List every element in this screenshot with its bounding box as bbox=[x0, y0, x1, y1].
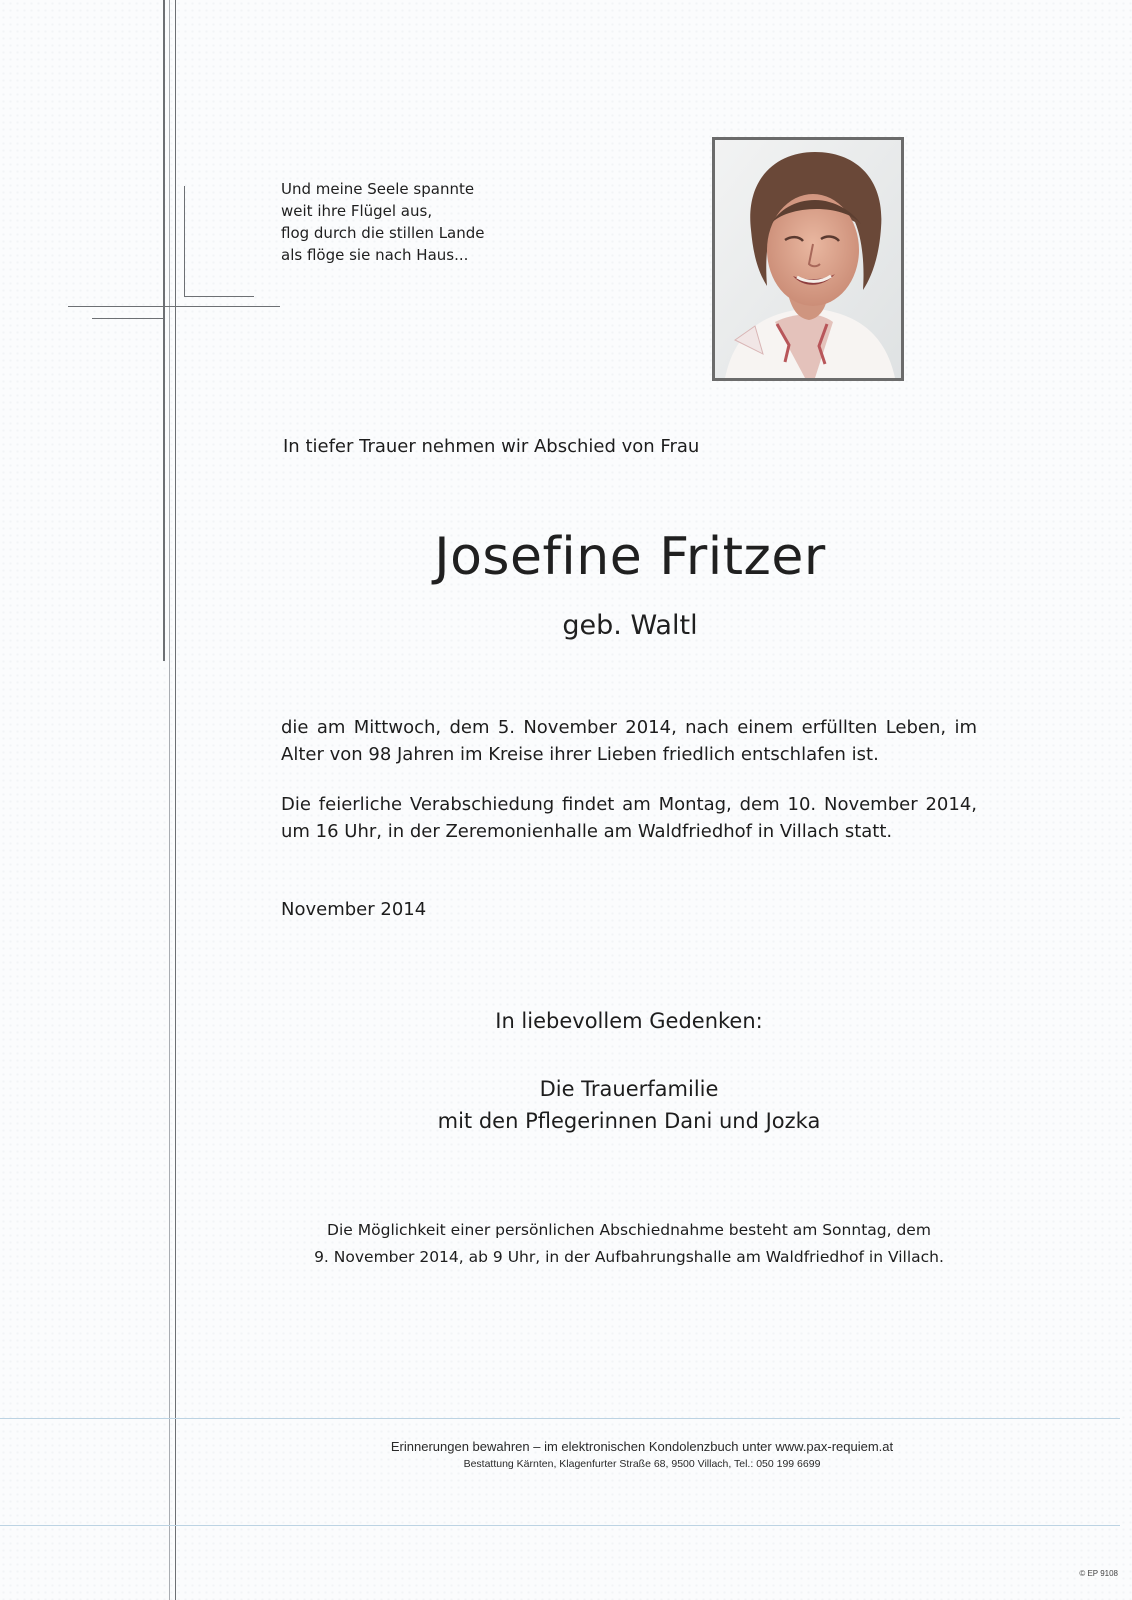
intro-text: In tiefer Trauer nehmen wir Abschied von Frau bbox=[283, 436, 700, 457]
footer-rule-bottom bbox=[0, 1525, 1120, 1526]
footer-line-address: Bestattung Kärnten, Klagenfurter Straße 68, 9500 Villach, Tel.: 050 199 6699 bbox=[463, 1458, 821, 1470]
form-code: © EP 9108 bbox=[1079, 1569, 1118, 1578]
family-line: mit den Pflegerinnen Dani und Jozka bbox=[437, 1109, 821, 1133]
memory-heading: In liebevollem Gedenken: bbox=[495, 1009, 763, 1033]
footer-line-condolence: Erinnerungen bewahren – im elektronischen Kondolenzbuch unter www.pax-requiem.at bbox=[390, 1439, 894, 1454]
poem bbox=[281, 178, 581, 266]
paragraph-line: die am Mittwoch, dem 5. November 2014, nach einem erfüllten Leben, im bbox=[281, 717, 977, 738]
family-line: Die Trauerfamilie bbox=[539, 1077, 719, 1101]
viewing-line: 9. November 2014, ab 9 Uhr, in der Aufbahrungshalle am Waldfriedhof in Villach. bbox=[314, 1248, 944, 1266]
footer-rule-top bbox=[0, 1418, 1120, 1419]
family-signature bbox=[281, 1073, 977, 1137]
paragraph-line: um 16 Uhr, in der Zeremonienhalle am Waldfriedhof in Villach statt. bbox=[281, 821, 893, 842]
poem-line: Und meine Seele spannte bbox=[281, 180, 475, 198]
birth-name: geb. Waltl bbox=[562, 610, 698, 641]
footer bbox=[170, 1438, 1114, 1472]
poem-line: als flöge sie nach Haus... bbox=[281, 246, 469, 264]
paragraph-line: Alter von 98 Jahren im Kreise ihrer Lieben friedlich entschlafen ist. bbox=[281, 744, 879, 765]
paragraph-line: Die feierliche Verabschiedung findet am Montag, dem 10. November 2014, bbox=[281, 794, 977, 815]
deceased-name: Josefine Fritzer bbox=[434, 527, 826, 587]
viewing-info bbox=[270, 1217, 988, 1271]
death-notice-paragraph bbox=[281, 714, 977, 768]
notice-date: November 2014 bbox=[281, 899, 427, 920]
portrait-photo bbox=[712, 137, 904, 381]
viewing-line: Die Möglichkeit einer persönlichen Abschiednahme besteht am Sonntag, dem bbox=[327, 1221, 931, 1239]
ceremony-paragraph bbox=[281, 791, 977, 845]
poem-line: flog durch die stillen Lande bbox=[281, 224, 485, 242]
poem-line: weit ihre Flügel aus, bbox=[281, 202, 433, 220]
portrait-image bbox=[715, 140, 901, 378]
